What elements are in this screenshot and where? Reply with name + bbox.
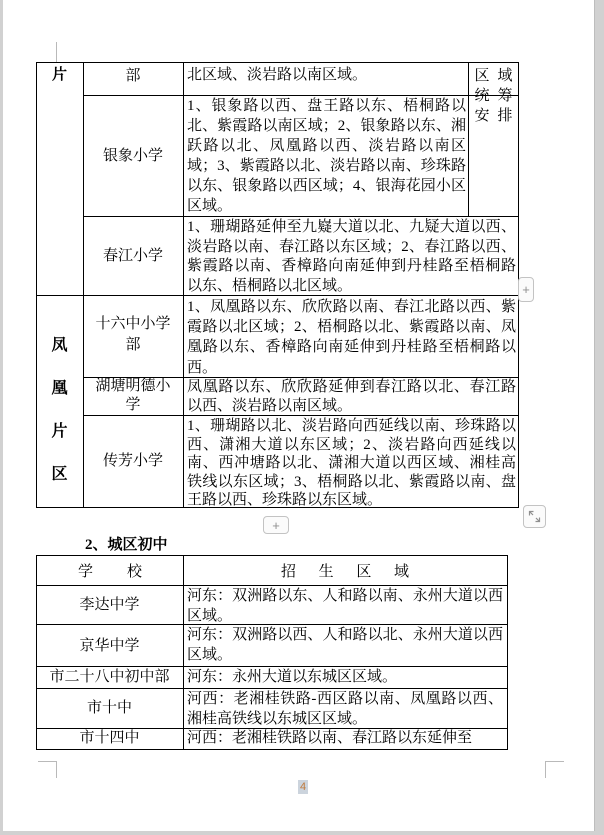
region-cell-shishizhong: 河西：老湘桂铁路-西区路以南、凤凰路以西、湘桂高铁线以东城区区域。	[187, 691, 503, 727]
margin-mark-bottom-left-h	[38, 761, 57, 762]
table2-row-line-1	[36, 585, 508, 586]
school-cell-ershibazhong: 市二十八中初中部	[49, 669, 170, 685]
table2-row-line-4	[36, 688, 508, 689]
region-cell-lida: 河东：双洲路以东、人和路以南、永州大道以西区域。	[187, 588, 503, 624]
school-cell-jinghua: 京华中学	[79, 638, 140, 654]
page-number[interactable]: 4	[300, 781, 307, 793]
insert-row-button[interactable]	[263, 516, 289, 534]
table1-col-line-2	[183, 62, 184, 508]
table2-row-line-3	[36, 666, 508, 667]
canvas-gutter-bottom	[0, 831, 604, 835]
plus-icon: +	[522, 282, 530, 297]
school-cell-chuanfang: 传芳小学	[102, 453, 163, 469]
table-resize-button[interactable]	[523, 505, 546, 528]
section-heading-middle-schools: 2、城区初中	[85, 537, 168, 553]
region-cell-chuanfang: 1、珊瑚路以北、淡岩路向西延线以南、珍珠路以西、潇湘大道以东区域；2、淡岩路向西延线以南、西冲塘路以北、潇湘大道以西区域、湘桂高铁线以东区域；3、梧桐路以北、紫霞路以南、盘王路以西、珍珠路以东区域。	[187, 418, 516, 508]
school-cell-yinxiang: 银象小学	[102, 148, 163, 164]
region-cell-ershibazhong: 河东：永州大道以东城区区域。	[187, 669, 398, 685]
district-cell-fenghuang	[36, 324, 83, 496]
canvas-gutter-right	[594, 0, 604, 835]
region-cell-shishisizhong: 河西：老湘桂铁路以南、春江路以东延伸至	[187, 730, 473, 746]
coordination-cell	[468, 66, 519, 126]
school-cell-shiliuzhong: 十六中小学部	[95, 316, 171, 353]
margin-mark-top-left	[56, 42, 57, 62]
margin-mark-bottom-right-h	[545, 761, 564, 762]
document-page	[3, 0, 594, 831]
region-cell-chunjiang: 1、珊瑚路延伸至九嶷大道以北、九疑大道以西、淡岩路以南、春江路以东区域；2、春江路以西、紫霞路以南、香樟路向南延伸到丹桂路至梧桐路以东、梧桐路以北区域。	[187, 219, 516, 294]
school-cell-shishizhong: 市十中	[86, 700, 132, 716]
coordination-text: 区域统筹安排	[474, 68, 513, 124]
column-header-school: 学校	[78, 564, 142, 580]
insert-column-button[interactable]	[518, 277, 534, 302]
school-cell-bu: 部	[125, 68, 141, 84]
table1-row-line-1	[83, 95, 519, 96]
region-cell-hutang: 凤凰路以东、欣欣路延伸到春江路以北、春江路以西、淡岩路以南区域。	[187, 379, 516, 414]
school-cell-chunjiang: 春江小学	[102, 248, 163, 264]
school-cell-lida: 李达中学	[79, 597, 140, 613]
column-header-region: 招生区域	[281, 564, 409, 580]
region-cell-yinxiang: 1、银象路以西、盘王路以东、梧桐路以北、紫霞路以南区域；2、银象路以东、湘跃路以北、凤凰路以西、淡岩路以南区域；3、紫霞路以北、淡岩路以南、珍珠路以东、银象路以西区域；4、银海花园小区区域。	[187, 98, 466, 214]
region-cell-bu: 北区域、淡岩路以南区域。	[187, 67, 368, 83]
canvas-gutter-left	[0, 0, 3, 835]
school-cell-hutang: 湖塘明德小学	[95, 378, 171, 413]
region-cell-jinghua: 河东：双洲路以西、人和路以北、永州大道以西区域。	[187, 627, 503, 663]
margin-mark-bottom-right-v	[545, 761, 546, 778]
plus-icon: +	[272, 517, 280, 533]
district-vertical-label: 凤凰片区	[51, 337, 68, 483]
region-cell-shiliuzhong: 1、凤凰路以东、欣欣路以南、春江北路以西、紫霞路以北区域；2、梧桐路以北、紫霞路以南、凤凰路以东、香樟路向南延伸到丹桂路至梧桐路以西。	[187, 299, 516, 376]
school-cell-shishisizhong: 市十四中	[79, 730, 140, 746]
margin-mark-bottom-left-v	[56, 761, 57, 778]
resize-diagonal-icon	[527, 509, 542, 524]
table1-col-line-1	[83, 62, 84, 508]
district-cell-partial: 片	[51, 67, 67, 83]
